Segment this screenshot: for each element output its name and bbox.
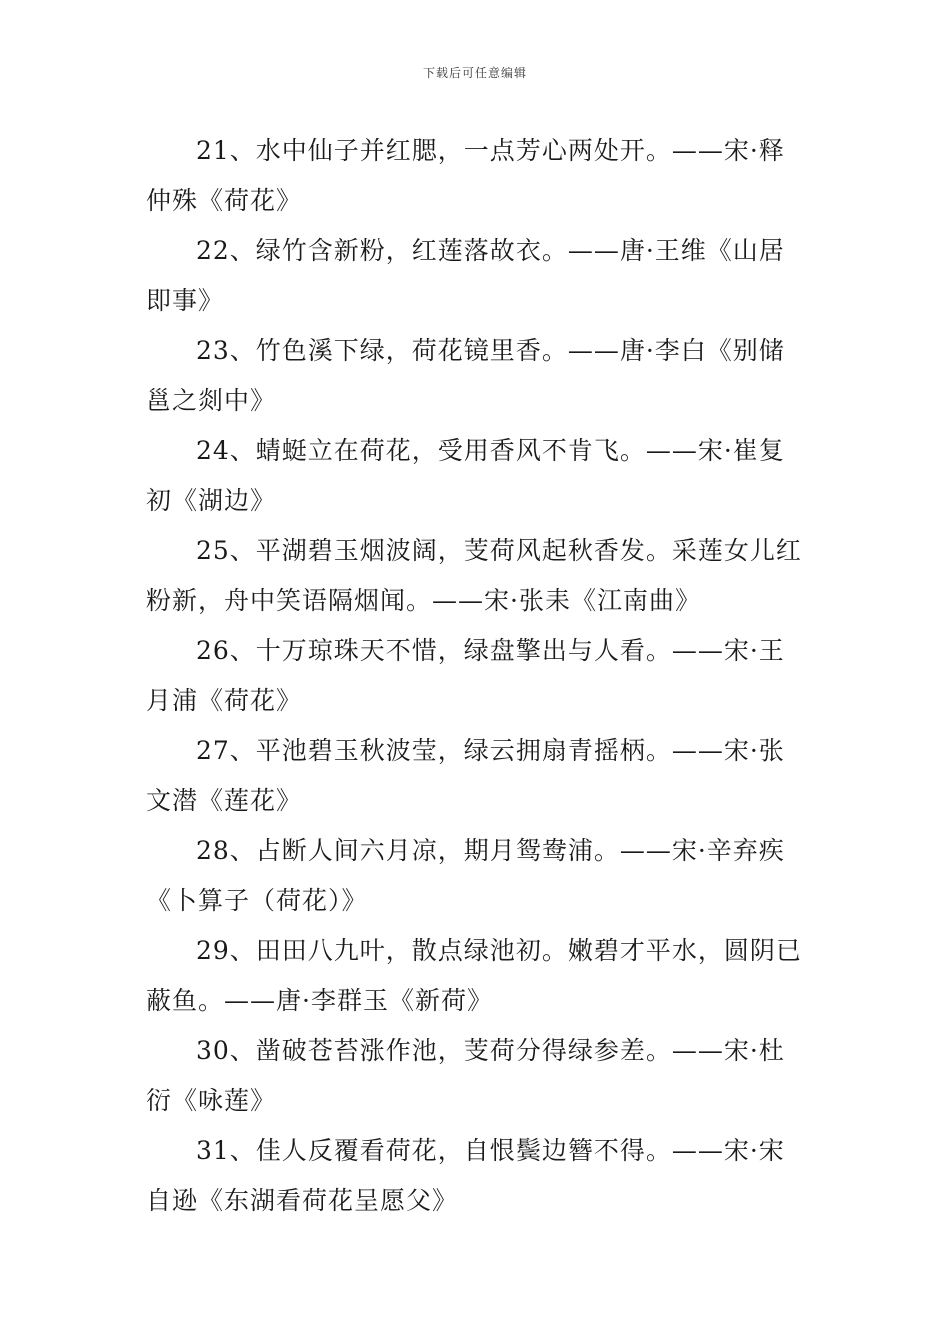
poem-list [146, 126, 810, 1226]
poem-entry-21: 21、水中仙子并红腮，一点芳心两处开。——宋·释仲殊《荷花》 [146, 136, 785, 215]
poem-entry-27: 27、平池碧玉秋波莹，绿云拥扇青摇柄。——宋·张文潜《莲花》 [146, 736, 785, 815]
poem-entry-31: 31、佳人反覆看荷花，自恨鬓边簪不得。——宋·宋自逊《东湖看荷花呈愿父》 [146, 1136, 785, 1215]
poem-entry-29: 29、田田八九叶，散点绿池初。嫩碧才平水，圆阴已蔽鱼。——唐·李群玉《新荷》 [146, 936, 802, 1015]
poem-entry-25: 25、平湖碧玉烟波阔，芰荷风起秋香发。采莲女儿红粉新，舟中笑语隔烟闻。——宋·张耒《江南曲》 [146, 536, 802, 615]
poem-entry-28: 28、占断人间六月凉，期月鸳鸯浦。——宋·辛弃疾《卜算子（荷花）》 [146, 836, 785, 915]
poem-entry-24: 24、蜻蜓立在荷花，受用香风不肯飞。——宋·崔复初《湖边》 [146, 436, 785, 515]
poem-entry-26: 26、十万琼珠天不惜，绿盘擎出与人看。——宋·王月浦《荷花》 [146, 636, 785, 715]
poem-entry-30: 30、凿破苍苔涨作池，芰荷分得绿参差。——宋·杜衍《咏莲》 [146, 1036, 785, 1115]
poem-entry-23: 23、竹色溪下绿，荷花镜里香。——唐·李白《别储邕之剡中》 [146, 336, 785, 415]
page-header-note: 下载后可任意编辑 [422, 66, 527, 80]
poem-entry-22: 22、绿竹含新粉，红莲落故衣。——唐·王维《山居即事》 [146, 236, 785, 315]
